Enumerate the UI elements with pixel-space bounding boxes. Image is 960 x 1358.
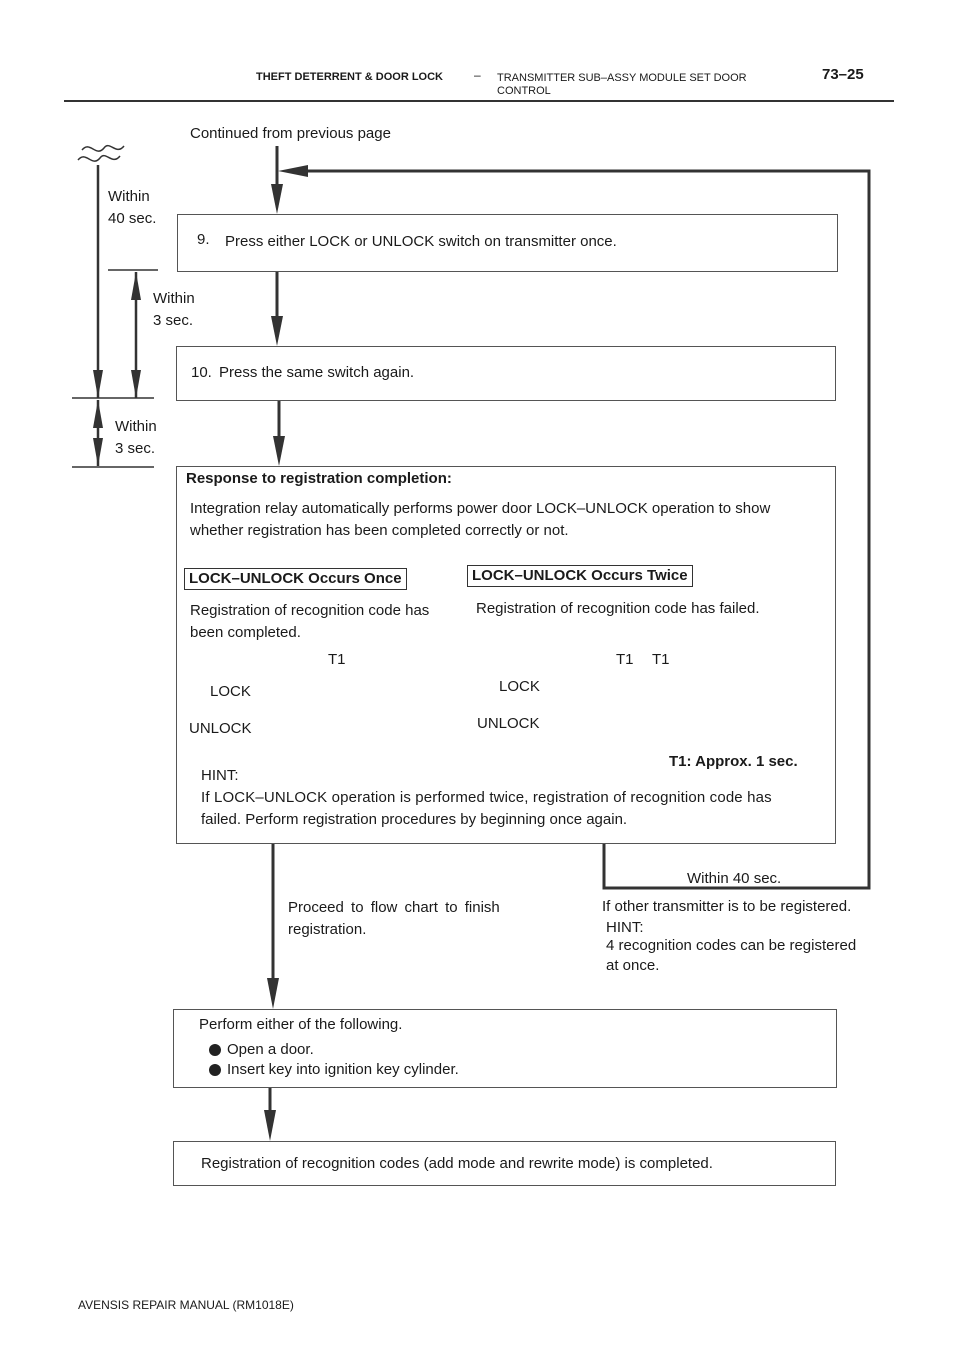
other-transmitter-line3: at once.: [606, 957, 660, 974]
footer-manual: AVENSIS REPAIR MANUAL (RM1018E): [78, 1298, 294, 1312]
header-section: THEFT DETERRENT & DOOR LOCK: [256, 71, 443, 83]
response-box: [176, 466, 836, 844]
once-t1-label: T1: [328, 651, 346, 668]
once-tab: LOCK–UNLOCK Occurs Once: [184, 568, 407, 590]
step10-box: [176, 346, 836, 401]
bullet-icon: [209, 1044, 221, 1056]
hint-line1: If LOCK–UNLOCK operation is performed twice, registration of recognition code has: [201, 789, 772, 806]
other-transmitter-line2: 4 recognition codes can be registered: [606, 937, 857, 954]
bullet-insert-key: Insert key into ignition key cylinder.: [227, 1061, 459, 1078]
twice-unlock-label: UNLOCK: [477, 715, 540, 732]
hint-label: HINT:: [201, 767, 239, 784]
within-40-right-label: Within 40 sec.: [687, 870, 782, 887]
response-line2: whether registration has been completed correctly or not.: [190, 522, 569, 539]
final-text: Registration of recognition codes (add mode and rewrite mode) is completed.: [201, 1155, 713, 1172]
twice-t1-label-b: T1: [652, 651, 670, 668]
step9-box: [177, 214, 838, 272]
perform-box: [173, 1009, 837, 1088]
once-desc-line2: been completed.: [190, 624, 301, 641]
header-separator: –: [474, 68, 481, 82]
other-hint-label: HINT:: [606, 919, 644, 936]
t1-note: T1: Approx. 1 sec.: [669, 753, 798, 770]
other-transmitter-line1: If other transmitter is to be registered.: [602, 898, 852, 915]
step9-text: Press either LOCK or UNLOCK switch on transmitter once.: [225, 233, 617, 250]
header-subsection-line2: CONTROL: [497, 85, 551, 97]
hint-line2: failed. Perform registration procedures by beginning once again.: [201, 811, 628, 828]
once-lock-label: LOCK: [210, 683, 251, 700]
proceed-line2: registration.: [288, 921, 367, 938]
step10-number: 10.: [191, 364, 212, 381]
twice-tab: LOCK–UNLOCK Occurs Twice: [467, 565, 693, 587]
once-unlock-label: UNLOCK: [189, 720, 252, 737]
twice-lock-label: LOCK: [499, 678, 540, 695]
twice-t1-label-a: T1: [616, 651, 634, 668]
page-number: 73–25: [822, 66, 864, 83]
within-3-second-label-a: Within: [115, 418, 157, 435]
once-desc-line1: Registration of recognition code has: [190, 602, 430, 619]
response-line1: Integration relay automatically performs power door LOCK–UNLOCK operation to show: [190, 500, 771, 517]
bullet-icon: [209, 1064, 221, 1076]
within-40-label-a: Within: [108, 188, 150, 205]
within-40-label-b: 40 sec.: [108, 210, 157, 227]
final-box: [173, 1141, 836, 1186]
perform-title: Perform either of the following.: [199, 1016, 403, 1033]
break-symbol: [78, 156, 120, 161]
step9-number: 9.: [197, 231, 210, 248]
continued-label: Continued from previous page: [190, 125, 391, 142]
within-3-second-label-b: 3 sec.: [115, 440, 156, 457]
twice-desc: Registration of recognition code has failed.: [476, 600, 760, 617]
bullet-open-door: Open a door.: [227, 1041, 314, 1058]
proceed-line1: Proceed to flow chart to finish: [288, 899, 500, 916]
step10-text: Press the same switch again.: [219, 364, 415, 381]
within-3-label-a: Within: [153, 290, 195, 307]
within-3-label-b: 3 sec.: [153, 312, 194, 329]
header-subsection-line1: TRANSMITTER SUB–ASSY MODULE SET DOOR: [497, 72, 747, 84]
response-title: Response to registration completion:: [186, 470, 452, 487]
